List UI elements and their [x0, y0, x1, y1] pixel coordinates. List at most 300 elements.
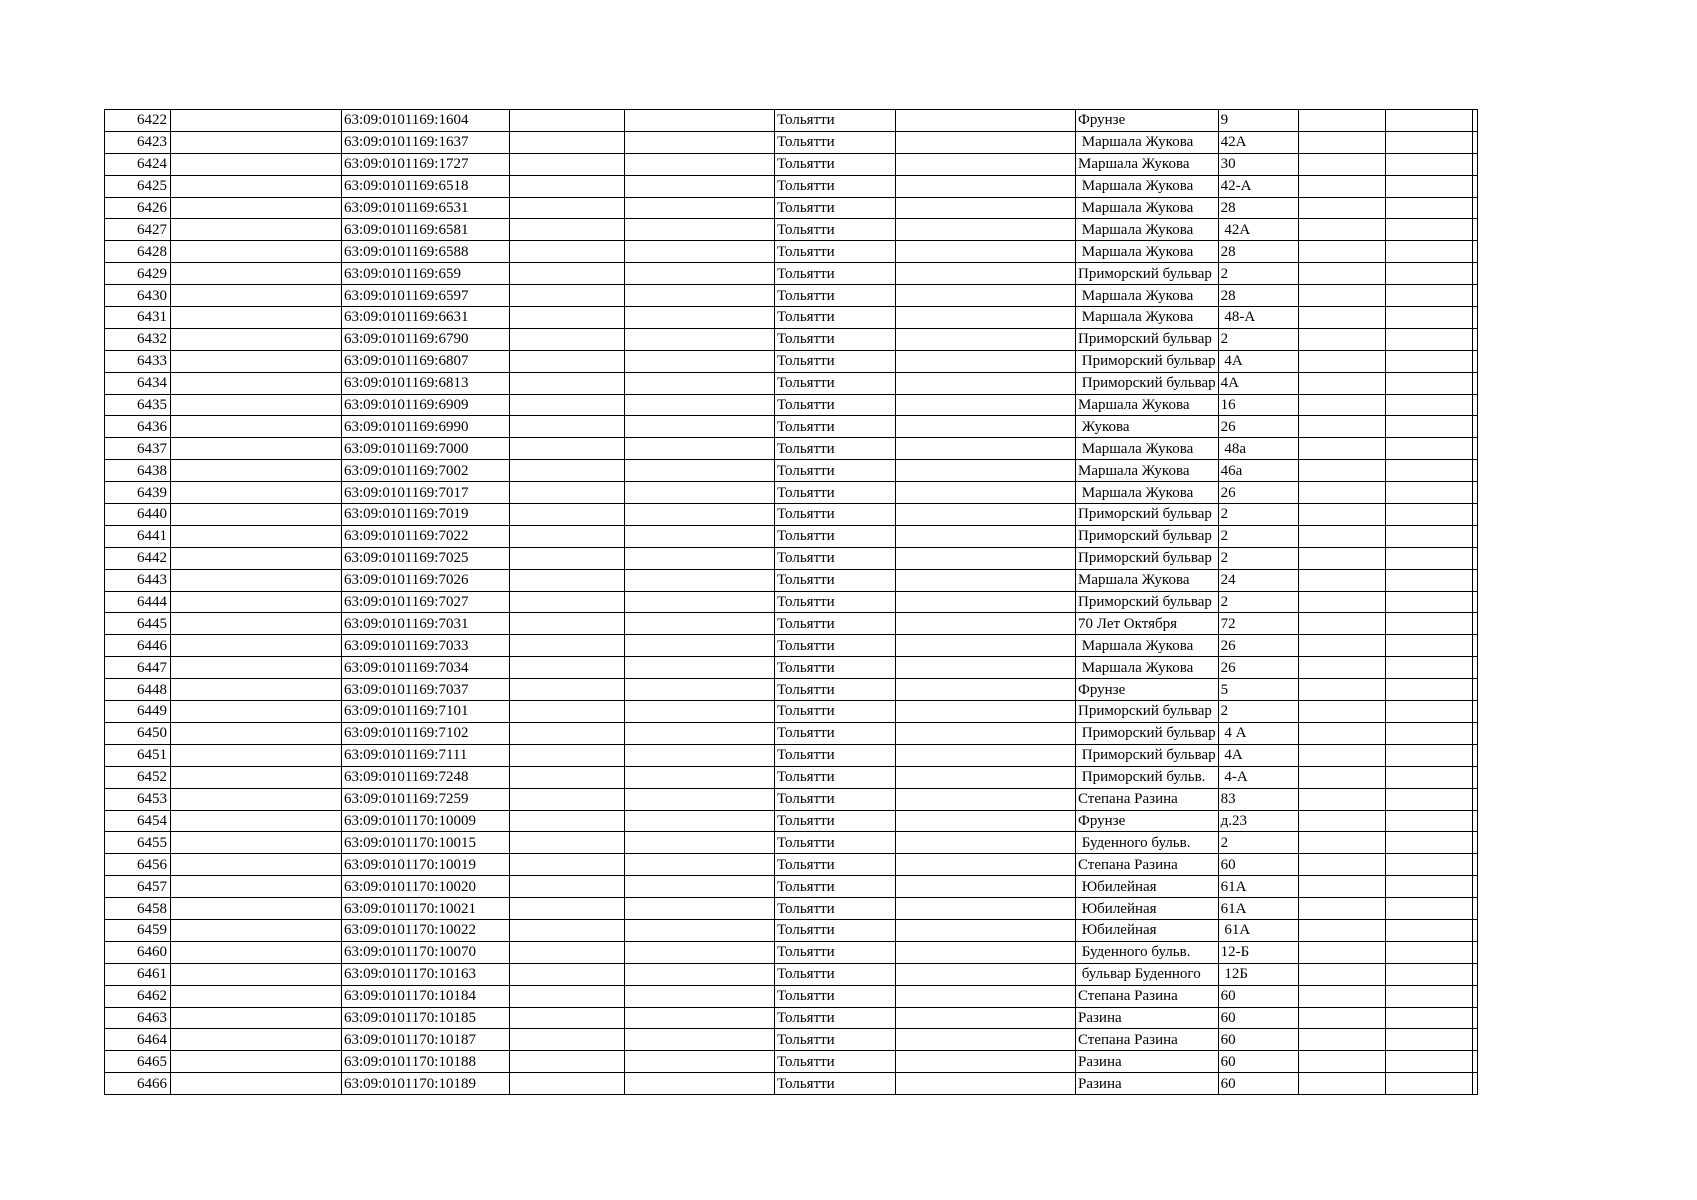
street-cell: Фрунзе [1076, 110, 1219, 132]
empty-cell [625, 153, 775, 175]
empty-cell [896, 328, 1076, 350]
street-cell: Приморский бульвар [1076, 263, 1219, 285]
empty-cell [1472, 394, 1477, 416]
empty-cell [896, 919, 1076, 941]
empty-cell [1298, 810, 1385, 832]
empty-cell [1298, 482, 1385, 504]
street-cell: Разина [1076, 1007, 1219, 1029]
empty-cell [510, 525, 625, 547]
empty-cell [1472, 1007, 1477, 1029]
empty-cell [896, 438, 1076, 460]
table-row [105, 482, 1478, 504]
cadastral-number-cell: 63:09:0101169:7031 [342, 613, 510, 635]
table-row [105, 1029, 1478, 1051]
table-row [105, 635, 1478, 657]
empty-cell [171, 569, 342, 591]
empty-cell [1472, 131, 1477, 153]
empty-cell [896, 482, 1076, 504]
house-cell: 24 [1218, 569, 1298, 591]
empty-cell [1385, 1007, 1472, 1029]
empty-cell [1472, 854, 1477, 876]
empty-cell [1472, 350, 1477, 372]
empty-cell [510, 416, 625, 438]
empty-cell [1298, 307, 1385, 329]
empty-cell [1385, 1051, 1472, 1073]
empty-cell [1385, 898, 1472, 920]
street-cell: Степана Разина [1076, 985, 1219, 1007]
empty-cell [1385, 285, 1472, 307]
empty-cell [625, 985, 775, 1007]
row-number-cell: 6429 [105, 263, 171, 285]
empty-cell [171, 701, 342, 723]
empty-cell [1385, 438, 1472, 460]
city-cell: Тольятти [775, 525, 896, 547]
empty-cell [1472, 482, 1477, 504]
empty-cell [171, 941, 342, 963]
empty-cell [1298, 153, 1385, 175]
empty-cell [896, 701, 1076, 723]
cadastral-number-cell: 63:09:0101169:1637 [342, 131, 510, 153]
table-row [105, 854, 1478, 876]
empty-cell [1472, 722, 1477, 744]
empty-cell [510, 460, 625, 482]
row-number-cell: 6440 [105, 504, 171, 526]
empty-cell [625, 766, 775, 788]
empty-cell [896, 657, 1076, 679]
row-number-cell: 6436 [105, 416, 171, 438]
table-row [105, 1051, 1478, 1073]
table-row [105, 679, 1478, 701]
house-cell: 60 [1218, 1007, 1298, 1029]
empty-cell [625, 328, 775, 350]
city-cell: Тольятти [775, 416, 896, 438]
empty-cell [625, 898, 775, 920]
empty-cell [171, 876, 342, 898]
empty-cell [896, 854, 1076, 876]
city-cell: Тольятти [775, 657, 896, 679]
empty-cell [1298, 328, 1385, 350]
city-cell: Тольятти [775, 766, 896, 788]
row-number-cell: 6427 [105, 219, 171, 241]
empty-cell [1385, 394, 1472, 416]
empty-cell [896, 547, 1076, 569]
house-cell: 26 [1218, 635, 1298, 657]
empty-cell [171, 1029, 342, 1051]
cadastral-number-cell: 63:09:0101170:10188 [342, 1051, 510, 1073]
empty-cell [1298, 1007, 1385, 1029]
street-cell: Приморский бульвар [1076, 722, 1219, 744]
empty-cell [510, 635, 625, 657]
cadastral-number-cell: 63:09:0101169:7034 [342, 657, 510, 679]
empty-cell [1385, 482, 1472, 504]
empty-cell [171, 241, 342, 263]
empty-cell [896, 810, 1076, 832]
empty-cell [896, 832, 1076, 854]
cadastral-number-cell: 63:09:0101169:7002 [342, 460, 510, 482]
empty-cell [1298, 985, 1385, 1007]
row-number-cell: 6433 [105, 350, 171, 372]
empty-cell [510, 438, 625, 460]
row-number-cell: 6455 [105, 832, 171, 854]
empty-cell [896, 263, 1076, 285]
street-cell: Маршала Жукова [1076, 635, 1219, 657]
empty-cell [1385, 525, 1472, 547]
empty-cell [1385, 197, 1472, 219]
house-cell: 4А [1218, 350, 1298, 372]
cadastral-number-cell: 63:09:0101169:1604 [342, 110, 510, 132]
city-cell: Тольятти [775, 788, 896, 810]
empty-cell [1385, 766, 1472, 788]
table-row [105, 722, 1478, 744]
empty-cell [625, 591, 775, 613]
cadastral-number-cell: 63:09:0101169:6790 [342, 328, 510, 350]
empty-cell [1298, 1029, 1385, 1051]
cadastral-number-cell: 63:09:0101170:10185 [342, 1007, 510, 1029]
empty-cell [1298, 350, 1385, 372]
table-row [105, 525, 1478, 547]
empty-cell [1385, 110, 1472, 132]
empty-cell [510, 941, 625, 963]
empty-cell [1472, 766, 1477, 788]
empty-cell [1472, 175, 1477, 197]
empty-cell [1385, 854, 1472, 876]
street-cell: Маршала Жукова [1076, 153, 1219, 175]
empty-cell [171, 1007, 342, 1029]
empty-cell [896, 504, 1076, 526]
empty-cell [1385, 350, 1472, 372]
empty-cell [171, 525, 342, 547]
empty-cell [510, 832, 625, 854]
house-cell: 2 [1218, 328, 1298, 350]
row-number-cell: 6446 [105, 635, 171, 657]
empty-cell [171, 744, 342, 766]
cadastral-number-cell: 63:09:0101169:7026 [342, 569, 510, 591]
empty-cell [1385, 1029, 1472, 1051]
empty-cell [510, 963, 625, 985]
empty-cell [510, 722, 625, 744]
row-number-cell: 6445 [105, 613, 171, 635]
row-number-cell: 6458 [105, 898, 171, 920]
empty-cell [1298, 263, 1385, 285]
empty-cell [171, 328, 342, 350]
city-cell: Тольятти [775, 350, 896, 372]
empty-cell [1472, 788, 1477, 810]
street-cell: Юбилейная [1076, 876, 1219, 898]
empty-cell [510, 241, 625, 263]
empty-cell [1298, 504, 1385, 526]
empty-cell [510, 788, 625, 810]
empty-cell [896, 110, 1076, 132]
empty-cell [510, 394, 625, 416]
house-cell: 28 [1218, 285, 1298, 307]
empty-cell [171, 613, 342, 635]
empty-cell [1472, 197, 1477, 219]
empty-cell [1385, 701, 1472, 723]
empty-cell [1298, 1073, 1385, 1095]
street-cell: Маршала Жукова [1076, 482, 1219, 504]
street-cell: Жукова [1076, 416, 1219, 438]
empty-cell [1298, 394, 1385, 416]
city-cell: Тольятти [775, 438, 896, 460]
empty-cell [1298, 547, 1385, 569]
empty-cell [510, 197, 625, 219]
table-row [105, 372, 1478, 394]
empty-cell [1385, 241, 1472, 263]
row-number-cell: 6447 [105, 657, 171, 679]
cadastral-number-cell: 63:09:0101170:10019 [342, 854, 510, 876]
empty-cell [1298, 591, 1385, 613]
empty-cell [1472, 810, 1477, 832]
empty-cell [171, 307, 342, 329]
empty-cell [896, 1073, 1076, 1095]
empty-cell [510, 285, 625, 307]
empty-cell [625, 372, 775, 394]
house-cell: 42А [1218, 131, 1298, 153]
table-row [105, 1073, 1478, 1095]
empty-cell [1385, 985, 1472, 1007]
row-number-cell: 6466 [105, 1073, 171, 1095]
empty-cell [625, 1073, 775, 1095]
cadastral-number-cell: 63:09:0101169:659 [342, 263, 510, 285]
street-cell: Приморский бульв. [1076, 766, 1219, 788]
empty-cell [1298, 788, 1385, 810]
city-cell: Тольятти [775, 504, 896, 526]
empty-cell [171, 635, 342, 657]
city-cell: Тольятти [775, 722, 896, 744]
empty-cell [171, 372, 342, 394]
empty-cell [1298, 1051, 1385, 1073]
empty-cell [171, 547, 342, 569]
empty-cell [171, 263, 342, 285]
empty-cell [625, 569, 775, 591]
empty-cell [1385, 153, 1472, 175]
empty-cell [171, 766, 342, 788]
empty-cell [510, 613, 625, 635]
empty-cell [625, 131, 775, 153]
city-cell: Тольятти [775, 613, 896, 635]
empty-cell [1385, 919, 1472, 941]
table-row [105, 307, 1478, 329]
empty-cell [1298, 131, 1385, 153]
city-cell: Тольятти [775, 1029, 896, 1051]
empty-cell [171, 350, 342, 372]
empty-cell [171, 1051, 342, 1073]
cadastral-number-cell: 63:09:0101169:6588 [342, 241, 510, 263]
empty-cell [1472, 241, 1477, 263]
empty-cell [1472, 876, 1477, 898]
cadastral-number-cell: 63:09:0101170:10189 [342, 1073, 510, 1095]
table-row [105, 591, 1478, 613]
empty-cell [510, 854, 625, 876]
empty-cell [896, 175, 1076, 197]
city-cell: Тольятти [775, 744, 896, 766]
house-cell: 60 [1218, 854, 1298, 876]
table-row [105, 131, 1478, 153]
cadastral-number-cell: 63:09:0101169:7019 [342, 504, 510, 526]
empty-cell [625, 438, 775, 460]
cadastral-number-cell: 63:09:0101169:7027 [342, 591, 510, 613]
empty-cell [1298, 241, 1385, 263]
empty-cell [1385, 307, 1472, 329]
row-number-cell: 6452 [105, 766, 171, 788]
row-number-cell: 6428 [105, 241, 171, 263]
empty-cell [1472, 941, 1477, 963]
empty-cell [896, 1007, 1076, 1029]
city-cell: Тольятти [775, 832, 896, 854]
empty-cell [1298, 657, 1385, 679]
city-cell: Тольятти [775, 810, 896, 832]
empty-cell [1298, 963, 1385, 985]
empty-cell [1472, 307, 1477, 329]
row-number-cell: 6463 [105, 1007, 171, 1029]
table-row [105, 153, 1478, 175]
cadastral-number-cell: 63:09:0101169:7037 [342, 679, 510, 701]
cadastral-number-cell: 63:09:0101169:6807 [342, 350, 510, 372]
row-number-cell: 6461 [105, 963, 171, 985]
street-cell: Маршала Жукова [1076, 438, 1219, 460]
table-row [105, 985, 1478, 1007]
house-cell: 2 [1218, 591, 1298, 613]
cadastral-number-cell: 63:09:0101170:10163 [342, 963, 510, 985]
house-cell: 9 [1218, 110, 1298, 132]
empty-cell [896, 241, 1076, 263]
house-cell: 2 [1218, 525, 1298, 547]
city-cell: Тольятти [775, 1007, 896, 1029]
cadastral-number-cell: 63:09:0101169:6813 [342, 372, 510, 394]
row-number-cell: 6443 [105, 569, 171, 591]
empty-cell [896, 963, 1076, 985]
empty-cell [625, 110, 775, 132]
row-number-cell: 6426 [105, 197, 171, 219]
empty-cell [1385, 460, 1472, 482]
empty-cell [171, 110, 342, 132]
cadastral-number-cell: 63:09:0101169:7000 [342, 438, 510, 460]
table-row [105, 241, 1478, 263]
house-cell: 4 А [1218, 722, 1298, 744]
empty-cell [510, 372, 625, 394]
empty-cell [625, 416, 775, 438]
city-cell: Тольятти [775, 679, 896, 701]
empty-cell [896, 591, 1076, 613]
empty-cell [1385, 810, 1472, 832]
empty-cell [1298, 110, 1385, 132]
street-cell: Маршала Жукова [1076, 175, 1219, 197]
empty-cell [171, 438, 342, 460]
empty-cell [1385, 722, 1472, 744]
empty-cell [1385, 613, 1472, 635]
city-cell: Тольятти [775, 919, 896, 941]
table-row [105, 613, 1478, 635]
empty-cell [896, 416, 1076, 438]
city-cell: Тольятти [775, 985, 896, 1007]
empty-cell [1472, 110, 1477, 132]
registry-table [104, 109, 1478, 1095]
empty-cell [896, 525, 1076, 547]
street-cell: Разина [1076, 1051, 1219, 1073]
empty-cell [1385, 372, 1472, 394]
empty-cell [171, 985, 342, 1007]
empty-cell [1385, 679, 1472, 701]
city-cell: Тольятти [775, 153, 896, 175]
street-cell: Приморский бульвар [1076, 504, 1219, 526]
cadastral-number-cell: 63:09:0101169:7101 [342, 701, 510, 723]
empty-cell [1385, 941, 1472, 963]
empty-cell [896, 460, 1076, 482]
house-cell: 12Б [1218, 963, 1298, 985]
empty-cell [896, 197, 1076, 219]
empty-cell [625, 876, 775, 898]
street-cell: Приморский бульвар [1076, 372, 1219, 394]
empty-cell [1472, 963, 1477, 985]
empty-cell [1472, 416, 1477, 438]
empty-cell [625, 722, 775, 744]
house-cell: 60 [1218, 1029, 1298, 1051]
house-cell: 72 [1218, 613, 1298, 635]
empty-cell [171, 591, 342, 613]
empty-cell [896, 372, 1076, 394]
house-cell: 60 [1218, 1051, 1298, 1073]
row-number-cell: 6434 [105, 372, 171, 394]
empty-cell [510, 307, 625, 329]
row-number-cell: 6430 [105, 285, 171, 307]
empty-cell [1385, 328, 1472, 350]
table-row [105, 876, 1478, 898]
empty-cell [1385, 832, 1472, 854]
empty-cell [625, 460, 775, 482]
street-cell: Приморский бульвар [1076, 328, 1219, 350]
empty-cell [171, 394, 342, 416]
house-cell: 42А [1218, 219, 1298, 241]
table-row [105, 175, 1478, 197]
empty-cell [1298, 766, 1385, 788]
empty-cell [1472, 1073, 1477, 1095]
street-cell: Приморский бульвар [1076, 701, 1219, 723]
empty-cell [1385, 547, 1472, 569]
house-cell: 26 [1218, 482, 1298, 504]
empty-cell [1472, 635, 1477, 657]
empty-cell [510, 876, 625, 898]
street-cell: Маршала Жукова [1076, 285, 1219, 307]
empty-cell [625, 307, 775, 329]
cadastral-number-cell: 63:09:0101169:7248 [342, 766, 510, 788]
city-cell: Тольятти [775, 372, 896, 394]
row-number-cell: 6422 [105, 110, 171, 132]
table-row [105, 941, 1478, 963]
house-cell: 4А [1218, 372, 1298, 394]
empty-cell [1472, 1051, 1477, 1073]
empty-cell [1472, 679, 1477, 701]
empty-cell [171, 832, 342, 854]
street-cell: Буденного бульв. [1076, 832, 1219, 854]
row-number-cell: 6437 [105, 438, 171, 460]
city-cell: Тольятти [775, 263, 896, 285]
empty-cell [896, 394, 1076, 416]
cadastral-number-cell: 63:09:0101170:10020 [342, 876, 510, 898]
empty-cell [171, 854, 342, 876]
cadastral-number-cell: 63:09:0101169:6518 [342, 175, 510, 197]
city-cell: Тольятти [775, 482, 896, 504]
empty-cell [896, 985, 1076, 1007]
empty-cell [510, 482, 625, 504]
empty-cell [1298, 898, 1385, 920]
cadastral-number-cell: 63:09:0101169:7017 [342, 482, 510, 504]
row-number-cell: 6432 [105, 328, 171, 350]
street-cell: Маршала Жукова [1076, 241, 1219, 263]
row-number-cell: 6442 [105, 547, 171, 569]
house-cell: 2 [1218, 263, 1298, 285]
empty-cell [1298, 722, 1385, 744]
empty-cell [625, 285, 775, 307]
